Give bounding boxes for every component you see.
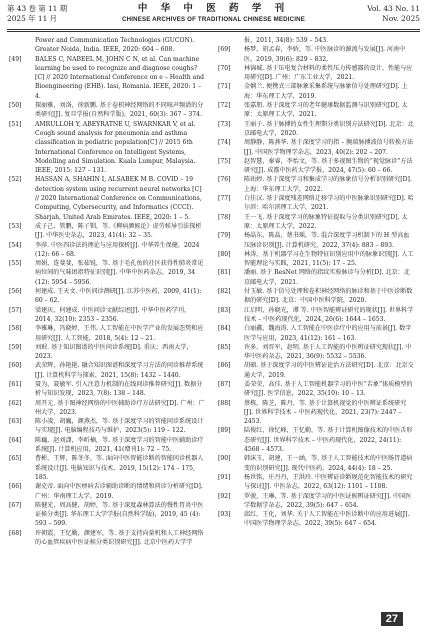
reference-entry [218, 231, 414, 250]
reference-number: [64] [9, 436, 22, 444]
reference-text: 李萍. 中医四诊法的理论与应用探析[J]. 中华养生保健，2024 (12): 66 – 68. [35, 241, 200, 258]
reference-entry [218, 361, 414, 380]
reference-number: [86] [218, 362, 231, 370]
reference-number: [66] [9, 483, 22, 491]
reference-text: 聂为，聂敏军. 引入注意力机制的在线问诊推荐研究[J]. 数据分析与知识发现，2023, 7(8): 138 – 148. [35, 380, 203, 398]
reference-number: [89] [218, 427, 231, 435]
reference-entry [9, 454, 205, 482]
reference-text: 许朝霞，王忆勤，颜建军，等. 基于支持向量机和人工神经网络的心血管疾病中医证候分类识别研究[J]. 北京中医药大学学 [35, 529, 204, 547]
reference-text: 王一飞. 基于深度学习的脉象特征提取与分类识别研究[D]. 太原：太原理工大学，2022. [244, 213, 408, 230]
reference-text: 谢克帝. 面向中医痹病舌诊辅助诊断的情绪和问诊分析研究[D]. 广州：华南理工大学，2019. [35, 483, 203, 500]
reference-entry [218, 399, 414, 427]
reference-text: 陈健光，周高健，胡婷，等. 基于深度森林算法的慢性胃炎中医证候分类[J]. 华东理工大学学报(自然科学版)，2019, 45 (4): 593 – 599. [35, 501, 204, 528]
reference-text: 胡硕. 基于深度学习的中医辨证论治方法研究[D]. 北京：北京交通大学，2019. [244, 362, 414, 379]
reference-text: 白佳汉. 基于深度残差网络迁移学习的中医脉象识别研究[D]. 哈尔滨：哈尔滨理工大学，2021. [244, 195, 414, 212]
reference-text: 蔡栋，陈芝，陈丹，等. 基于计算机视觉的中医辨证系统研究[J]. 世界科学技术 – 中医药现代化，2021, 23(7): 2447 – 2453. [244, 399, 407, 426]
reference-number: [67] [9, 501, 22, 509]
page-number: 27 [381, 612, 403, 626]
reference-number: [87] [218, 380, 231, 388]
reference-text: 付玉敏. 基于信号处理和卷积神经网络的脉诊和基于中医诊断数据的研究[D]. 北京：中国中医科学院，2020. [244, 288, 413, 305]
reference-number: [63] [9, 418, 22, 426]
reference-entry [9, 361, 205, 380]
reference-entry [9, 380, 205, 399]
volume-issue-cn: 第 43 卷 第 11 期 [7, 4, 68, 13]
reference-entry [9, 324, 205, 343]
reference-text: 江启明，孙晓光，谭 等. 中医智能辨证研究的现状[J]. 世界科学技术 – 中医药现代化，2024, 26(6): 1644 – 1653. [244, 306, 414, 323]
reference-entry [218, 380, 414, 399]
reference-text: 杨世铭，庄丹丹，王洪玲. 中医辨证诊断规范化智能技术的研究与探讨[J]. 中医杂志，2022, 63(12): 1101 – 1108. [244, 473, 413, 491]
journal-header [0, 0, 427, 40]
reference-text: AMRULLOH Y, ABEYRATNE U, SWARNKAR V, et al. Cough sound analysis for pneumonia and asthma classification in pediatric population[C] // 2015 6th International Conference on Intelligent Systems, Modelling and Simulation. Kuala Lumpur, Malaysia. IEEE, 2015: 127 – 131. [35, 120, 196, 175]
reference-number: [56] [9, 288, 22, 296]
reference-column-left [9, 36, 205, 547]
reference-number: [68] [9, 529, 22, 537]
reference-entry [9, 36, 205, 55]
reference-text: 陈巍，赵刘潇，李昕楠，等. 基于深度学习的智能中医辅助诊疗系统[J]. 计算机应用，2021, 41(增刊1): 72 – 75. [35, 436, 204, 454]
reference-number: [90] [218, 455, 231, 463]
reference-number: [76] [218, 176, 231, 184]
reference-text: 何建成. 王天文. 中医问诊测研[J]. 江苏中医药，2009, 41(1): 60 – 62. [35, 288, 202, 305]
reference-number: [75] [218, 157, 231, 165]
header-rule-thin [7, 31, 420, 32]
reference-number: [92] [218, 492, 231, 500]
reference-entry [218, 426, 414, 454]
header-left [7, 4, 67, 24]
reference-text: 许多，刘晋军，赵明. 基于人工智能的中医辨证研究现状[J]. 中华中医药杂志，2021, 36(9): 5532 – 5536. [244, 343, 412, 361]
reference-text: 杨梦，胡孟春，李娇，等. 中医脉诊的源流与发展[J]. 河南中医，2019, 39(6): 829 – 832. [244, 46, 406, 63]
reference-number: [71] [218, 83, 231, 91]
reference-entry [9, 343, 205, 362]
reference-entry [218, 287, 414, 306]
reference-entry [218, 36, 414, 45]
reference-number: [81] [218, 269, 231, 277]
journal-title-cn: 中 华 中 医 药 学 刊 [137, 3, 290, 14]
reference-text: 周静静，陈燕华. 基于深度学习的指 – 腕端脉搏波信号转换方法[J]. 中国医学物理学杂志，2023, 40(2): 202 – 207. [244, 139, 414, 156]
reference-number: [62] [9, 399, 22, 407]
reference-number: [84] [218, 325, 231, 333]
reference-entry [9, 259, 205, 287]
reference-text: 陈小凌，胡巍，颜燕杰，等. 基于深度学习的智能问诊系统设计与实现[J]. 电脑编程技巧与维护，2023(5): 119 – 122. [35, 418, 204, 435]
reference-number: [73] [218, 120, 231, 128]
reference-text: 赵智慧，秦睿，李怡文，等. 基于多视图生物的“视觉脉诊”方法研究[J]. 成都中医药大学学报，2024, 47(5): 60 – 66. [244, 157, 413, 175]
reference-entry [218, 194, 414, 213]
reference-number: [77] [218, 195, 231, 203]
reference-text: 陈祐婷. 基于深度学习和集成学习的脉象信号分析识别研究[D]. 上海：华东理工大学，2022. [244, 176, 412, 193]
reference-entry [218, 213, 414, 232]
reference-text: 邱红，王化，刘华. 关于人工智能在中医诊断中的应用进展[J]. 中国医学物理学杂志，2022, 39(5): 647 – 654. [244, 511, 410, 528]
reference-entry [218, 138, 414, 157]
reference-text: 杨晶东，陈晶，蔡书瑶，等. 混合深度学习机制下的 H 型高血压脉诊识别[J]. 计算机研究，2022, 37(4): 883 – 893. [244, 232, 410, 249]
reference-number: [74] [218, 139, 231, 147]
reference-text: 成子己，管鹏，陈子钏，等.《柳病颜候论》虚劳候导引法探析[J]. 中华医史杂志，2023, 41(4): 32 – 35. [35, 222, 202, 240]
reference-entry [218, 268, 414, 287]
reference-text: 白丽鑫，魏海涛. 人工智能在中医诊疗中的应用与前景[J]. 数字医学与应用，2023, 41(12): 161 – 163. [244, 325, 412, 342]
reference-number: [58] [9, 325, 22, 333]
reference-text: 曹彬，王辉，陈冬冬，等. 面向中医智能诊断的智能问诊机器人系统设计[J]. 电脑知识与技术，2019, 15(12): 174 – 175, 185. [35, 455, 204, 481]
reference-text: 韩沫玉，胡建，王一涵，等. 基于人工智能技术的中医肠胃道病变的识别研究[J]. 现代中医药，2024, 44(4): 18 – 25. [244, 455, 413, 472]
reference-entry [218, 45, 414, 64]
reference-text: 梁建庆，何建成. 中医问诊文献综述[J]. 中华中医药学刊，2014, 32(10): 2353 – 2356. [35, 306, 191, 323]
reference-number: [61] [9, 380, 22, 388]
reference-text: 姜荣荣，高佳. 基于人工智能机器学习的中医“舌象”体质模型的研究[J]. 医学信息，2022, 35(10): 10 – 13. [244, 380, 413, 398]
reference-number: [65] [9, 455, 22, 463]
reference-entry [218, 101, 414, 120]
date-en: Nov. 2025 [382, 14, 420, 23]
reference-entry [218, 454, 414, 473]
reference-text: Power and Communication Technologies (GUCON). Greater Noida, India. IEEE, 2020: 604 – 608. [35, 37, 195, 54]
reference-number: [49] [9, 55, 22, 63]
reference-number: [69] [218, 46, 231, 54]
reference-text: 王丽子. 基于脉搏的女性生理期分类识别方法研究[D]. 北京：北京邮电大学，2020. [244, 120, 414, 137]
reference-number: [53] [9, 222, 22, 230]
reference-number: [52] [9, 176, 22, 184]
reference-entry [218, 306, 414, 325]
reference-entry [9, 120, 205, 176]
reference-entry [9, 306, 205, 325]
reference-text: 潘丽. 基于 ResNet 网络的指纹实验脉诊与分析[D]. 北京：北京邮电大学，2021. [244, 269, 410, 286]
reference-entry [218, 510, 414, 529]
reference-text: HASSAN A, SHAHIN I, ALSABEK M B. COVID – 19 detection system using recurrent neural networks [C] // 2020 International Conference on Communications, Computing, Cybersecurity, and Informatics (CCCI). Sharjah, United Arab Emirates. IEEE, 2020: 1 – 5. [35, 176, 202, 221]
reference-entry [218, 250, 414, 269]
reference-number: [79] [218, 232, 231, 240]
reference-number: [50] [9, 102, 22, 110]
reference-entry [9, 222, 205, 241]
reference-text: 周娟，连斐斐，张茹锐，等. 基于毛孔鱼的社区获得性肺炎常见病位间的气味团指特征识别[J]. 中华中医药杂志，2019, 34 (12): 5954 – 5956. [35, 260, 204, 286]
reference-number: [80] [218, 250, 231, 258]
reference-text: 张嘉朋. 基于深度学习的老年健康数据监测与识别研究[D]. 太原：太原理工大学，2021. [244, 102, 408, 119]
reference-entry [9, 417, 205, 436]
reference-entry [218, 473, 414, 492]
reference-entry [218, 82, 414, 101]
reference-entry [218, 175, 414, 194]
reference-text: 周开元. 基于图神经网络的中医辅助诊疗方法研究[D]. 广州：广州大学，2023. [35, 399, 205, 416]
reference-text: 武荣辉，孙艳艳. 融合知识图谱和深度学习方法的问诊推荐系统[J]. 计算机科学与探索，2021, 15(8): 1432 – 1440. [35, 362, 204, 379]
reference-text: 金娴兰. 便携式三部脉象采集系统与脉象信号处理研究[D]. 上海：华东理工大学，2019. [244, 83, 408, 100]
reference-text: 刘珉. 基于知识图谱的中医问诊系统[D]. 重庆：西南大学，2023. [35, 343, 193, 361]
reference-entry [218, 157, 414, 176]
date-cn: 2025 年 11 月 [7, 14, 58, 23]
reference-text: BALES C, NABEEL M, JOHN C N, et al. Can machine learning be used to recognize and diagnose coughs? [C] // 2020 International Conference on e – Health and Bioengineering (EHB). Iasi, Romania. IEEE, 2020: 1 – 4. [35, 55, 205, 100]
reference-text: 李雅琳，冯晓婷，王伟. 人工智能在中医学产业的发展态势和应用研究[J]. 人工智能，2018, 5(4): 12 – 21. [35, 325, 204, 342]
reference-entry [218, 120, 414, 139]
reference-entry [218, 343, 414, 362]
reference-text: 陆俊红，徐忆峰，王忆勤，等. 基于计算机图像技术的中医舌形态研究[J]. 世界科学技术 – 中医药现代化，2022, 24(11): 4568 – 4573. [244, 427, 413, 454]
reference-text: 探丽雅，刘洛，徐新鹏. 基于卷积神经网络的不同咳声频谱的分类研究[J]. 复旦学报(自然科学版)，2021, 60(3): 367 – 374. [35, 102, 204, 119]
reference-number: [72] [218, 102, 231, 110]
reference-entry [9, 287, 205, 306]
reference-entry [9, 101, 205, 120]
reference-number: [78] [218, 213, 231, 221]
reference-number: [55] [9, 260, 22, 268]
reference-number: [59] [9, 343, 22, 351]
reference-entry [218, 324, 414, 343]
journal-title-en: CHINESE ARCHIVES OF TRADITIONAL CHINESE MEDICINE [122, 16, 305, 23]
reference-entry [9, 436, 205, 455]
reference-entry [9, 529, 205, 548]
reference-text: 报，2011, 34(8): 539 – 543. [244, 37, 329, 44]
volume-issue-en: Vol. 43 No. 11 [367, 4, 420, 13]
reference-entry [9, 55, 205, 101]
reference-number: [85] [218, 343, 231, 351]
reference-number: [83] [218, 306, 231, 314]
reference-number: [70] [218, 64, 231, 72]
reference-text: 罗骏，王琳，等. 基于深度学习的中医证候辨证研究[J]. 中国医学数据学杂志，2022, 39(5): 647 – 654. [244, 492, 412, 509]
reference-number: [57] [9, 306, 22, 314]
reference-entry [9, 482, 205, 501]
reference-number: [60] [9, 362, 22, 370]
reference-column-right [218, 36, 414, 529]
reference-number: [93] [218, 511, 231, 519]
header-right [367, 4, 420, 24]
reference-text: 林涛，基于机器学习在生物特征识别应用中的脉象识别[J]. 人工智能理论与实践，2021, 11(5): 17 – 25. [244, 250, 414, 268]
reference-entry [218, 64, 414, 83]
reference-entry [9, 399, 205, 418]
reference-number: [88] [218, 399, 231, 407]
reference-number: [82] [218, 288, 231, 296]
reference-text: 林锦城. 基于压电复合材料的柔性压力传感器的设计、性能与应用研究[D]. 广州：广东工业大学，2021. [244, 64, 413, 82]
reference-number: [54] [9, 241, 22, 249]
reference-entry [218, 492, 414, 511]
header-center [90, 3, 337, 24]
reference-entry [9, 241, 205, 260]
reference-entry [9, 175, 205, 221]
reference-number: [91] [218, 473, 231, 481]
header-rule-thick [7, 29, 420, 30]
reference-number: [51] [9, 120, 22, 128]
reference-entry [9, 501, 205, 529]
